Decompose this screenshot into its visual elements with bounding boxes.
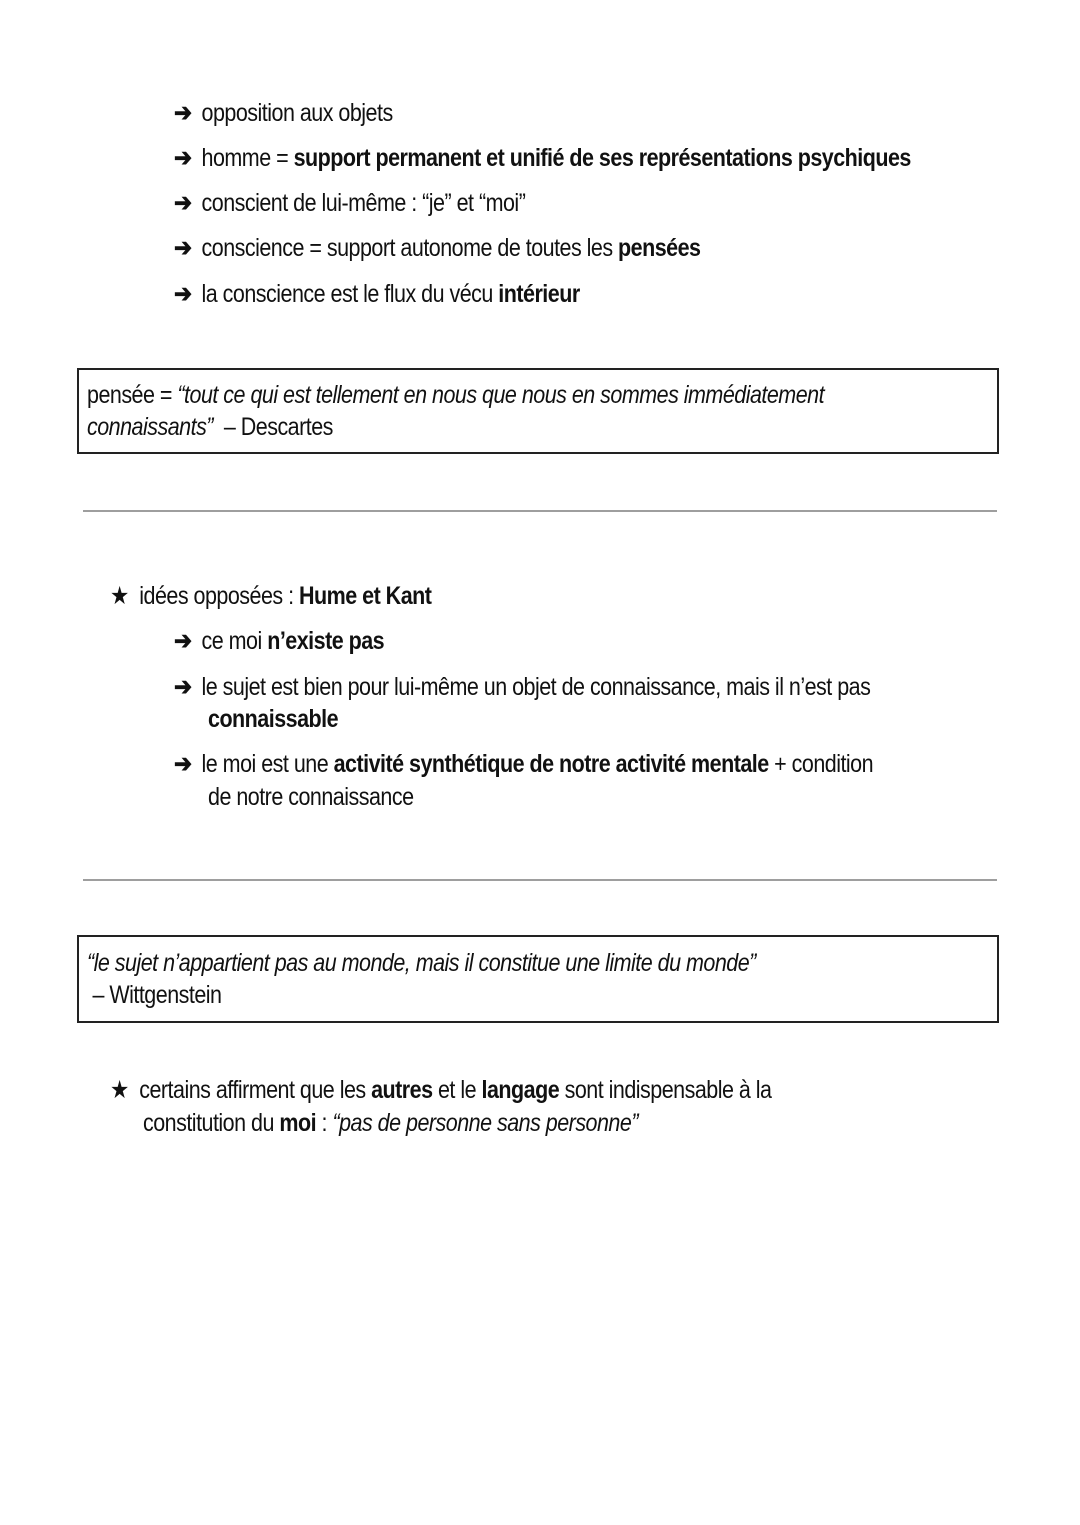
star-langage-line2: constitution du moi : “pas de personne sans personne” bbox=[143, 1109, 638, 1137]
arrow-right-icon: ➔ bbox=[174, 750, 192, 778]
quote-descartes-line2: connaissants” – Descartes bbox=[87, 413, 333, 441]
divider bbox=[83, 879, 997, 881]
star-icon: ★ bbox=[110, 1076, 129, 1104]
bullet-opposition: ➔ opposition aux objets bbox=[174, 97, 393, 130]
bullet-sujet-line1: ➔ le sujet est bien pour lui-même un objet de connaissance, mais il n’est pas bbox=[174, 671, 870, 704]
bullet-homme: ➔ homme = support permanent et unifié de ses représentations psychiques bbox=[174, 142, 911, 175]
arrow-right-icon: ➔ bbox=[174, 99, 192, 127]
bullet-flux: ➔ la conscience est le flux du vécu intérieur bbox=[174, 278, 580, 311]
star-langage-line1: ★ certains affirment que les autres et le langage sont indispensable à la bbox=[110, 1074, 771, 1107]
arrow-right-icon: ➔ bbox=[174, 189, 192, 217]
bullet-moi-activite-line2: de notre connaissance bbox=[208, 783, 414, 811]
bullet-moi-existe: ➔ ce moi n’existe pas bbox=[174, 625, 384, 658]
bullet-conscience: ➔ conscience = support autonome de toutes les pensées bbox=[174, 232, 701, 265]
bullet-sujet-line2: connaissable bbox=[208, 705, 339, 733]
quote-wittgenstein-author: – Wittgenstein bbox=[87, 981, 222, 1009]
heading-hume-kant: ★ idées opposées : Hume et Kant bbox=[110, 580, 431, 613]
arrow-right-icon: ➔ bbox=[174, 144, 192, 172]
quote-wittgenstein-line1: “le sujet n’appartient pas au monde, mais il constitue une limite du monde” bbox=[87, 949, 756, 977]
bullet-moi-activite-line1: ➔ le moi est une activité synthétique de notre activité mentale + condition bbox=[174, 748, 873, 781]
star-icon: ★ bbox=[110, 582, 129, 610]
arrow-right-icon: ➔ bbox=[174, 234, 192, 262]
arrow-right-icon: ➔ bbox=[174, 280, 192, 308]
quote-descartes-line1: pensée = “tout ce qui est tellement en nous que nous en sommes immédiatement bbox=[87, 381, 825, 409]
quote-author: – Descartes bbox=[212, 413, 333, 441]
arrow-right-icon: ➔ bbox=[174, 673, 192, 701]
bullet-conscient: ➔ conscient de lui-même : “je” et “moi” bbox=[174, 187, 525, 220]
arrow-right-icon: ➔ bbox=[174, 627, 192, 655]
divider bbox=[83, 510, 997, 512]
